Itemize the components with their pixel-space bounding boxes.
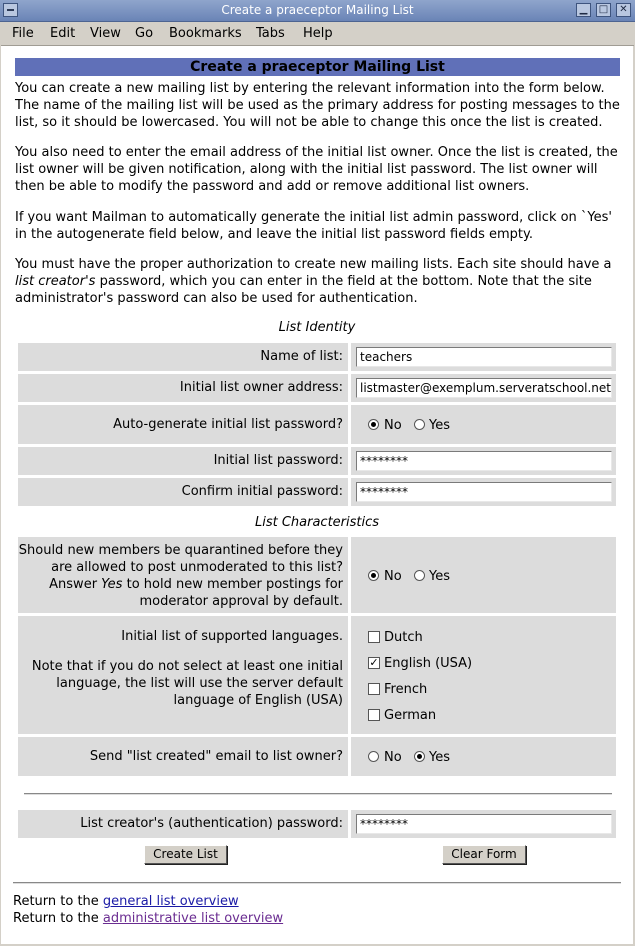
list-name-input[interactable]: teachers	[356, 347, 612, 367]
menu-go[interactable]: Go	[135, 26, 154, 41]
moderate-no-radio[interactable]	[368, 570, 379, 581]
notify-no-radio[interactable]	[368, 751, 379, 762]
page-content	[1, 46, 633, 944]
menu-help[interactable]: Help	[303, 26, 333, 41]
language-dutch-label: Dutch	[384, 630, 423, 645]
moderate-yes-radio[interactable]	[414, 570, 425, 581]
menu-edit[interactable]: Edit	[50, 26, 76, 41]
notify-yes-label: Yes	[429, 750, 450, 765]
p4-emphasis: list creator's	[15, 274, 96, 289]
language-german-checkbox[interactable]	[368, 709, 380, 721]
p4-text-b: password, which you can enter in the field at the bottom. Note that the site administrator's password can also be used for authentication.	[15, 274, 592, 306]
language-german-label: German	[384, 708, 437, 723]
menu-view[interactable]: View	[90, 26, 121, 41]
autogen-yes-label: Yes	[429, 418, 450, 433]
clear-form-button[interactable]: Clear Form	[442, 845, 526, 864]
p4-text-a: You must have the proper authorization to create new mailing lists. Each site should have a	[15, 257, 612, 272]
confirm-password-cell	[351, 478, 616, 506]
list-name-label: Name of list:	[18, 343, 348, 371]
owner-address-cell	[351, 374, 616, 402]
admin-list-overview-link[interactable]: administrative list overview	[102, 911, 284, 926]
language-english-checkbox[interactable]: ✓	[369, 656, 379, 669]
moderate-emphasis: Yes	[101, 577, 123, 592]
languages-label: Initial list of supported languages.	[121, 629, 343, 644]
moderate-text-b: to hold new member postings for moderator approval by default.	[122, 577, 343, 609]
languages-label-cell	[18, 616, 348, 734]
footer-admin-line	[13, 910, 619, 927]
autogen-label: Auto-generate initial list password?	[18, 405, 348, 444]
maximize-icon[interactable]: □	[596, 3, 611, 17]
moderate-label	[18, 537, 348, 613]
auth-password-label: List creator's (authentication) password:	[18, 810, 348, 838]
list-name-cell	[351, 343, 616, 371]
footer-general-line	[13, 893, 619, 910]
confirm-password-input[interactable]: ********	[356, 482, 612, 502]
languages-note: Note that if you do not select at least one initial language, the list will use the server default language of English (USA)	[31, 659, 343, 708]
notify-label: Send "list created" email to list owner?	[18, 737, 348, 776]
autogen-yes-radio[interactable]	[414, 419, 425, 430]
general-list-overview-link[interactable]: general list overview	[102, 894, 239, 909]
notify-yes-radio[interactable]	[414, 751, 425, 762]
footer-divider	[13, 882, 621, 884]
create-list-button[interactable]: Create List	[144, 845, 227, 864]
menu-bookmarks[interactable]: Bookmarks	[169, 26, 242, 41]
auth-password-input[interactable]: ********	[356, 814, 612, 834]
owner-address-label: Initial list owner address:	[18, 374, 348, 402]
autogen-no-radio[interactable]	[368, 419, 379, 430]
footer-prefix-2: Return to the	[13, 911, 103, 926]
intro-paragraph-3: If you want Mailman to automatically generate the initial list admin password, click on `Yes' in the autogenerate field below, and leave the initial list password fields empty.	[15, 210, 612, 242]
initial-password-input[interactable]: ********	[356, 451, 612, 471]
owner-address-input[interactable]: listmaster@exemplum.serveratschool.net	[356, 378, 612, 398]
moderate-yes-label: Yes	[429, 569, 450, 584]
form-divider	[24, 793, 612, 795]
notify-cell	[351, 737, 616, 776]
language-dutch-checkbox[interactable]	[368, 631, 380, 643]
confirm-password-label: Confirm initial password:	[18, 478, 348, 506]
moderate-cell	[351, 537, 616, 613]
section-list-identity: List Identity	[278, 320, 356, 335]
window-titlebar	[0, 0, 635, 22]
auth-password-cell	[351, 810, 616, 838]
menu-tabs[interactable]: Tabs	[256, 26, 285, 41]
languages-cell	[351, 616, 616, 734]
autogen-cell	[351, 405, 616, 444]
page-title: Create a praeceptor Mailing List	[15, 58, 620, 76]
language-english-label: English (USA)	[384, 656, 473, 671]
language-french-checkbox[interactable]	[368, 683, 380, 695]
notify-no-label: No	[384, 750, 402, 765]
moderate-text-a: Should new members be quarantined before they are allowed to post unmoderated to this list? Answer	[18, 543, 343, 592]
intro-paragraph-4	[15, 256, 621, 307]
minimize-icon[interactable]: ▁	[576, 3, 591, 17]
menu-bar	[1, 22, 634, 46]
close-icon[interactable]: ✕	[616, 3, 631, 17]
section-list-characteristics: List Characteristics	[254, 515, 380, 530]
initial-password-cell	[351, 447, 616, 475]
autogen-no-label: No	[384, 418, 402, 433]
intro-paragraph-2: You also need to enter the email address of the initial list owner. Once the list is created, the list owner will be given notification, along with the initial list password. The list owner will then be able to modify the password and add or remove additional list owners.	[15, 145, 618, 194]
footer-prefix-1: Return to the	[13, 894, 103, 909]
intro-paragraph-1: You can create a new mailing list by entering the relevant information into the form below. The name of the mailing list will be used as the primary address for posting messages to the list, so it should be lowercased. You will not be able to change this once the list is created.	[15, 81, 620, 130]
menu-file[interactable]: File	[12, 26, 34, 41]
window-title: Create a praeceptor Mailing List	[221, 3, 414, 17]
initial-password-label: Initial list password:	[18, 447, 348, 475]
moderate-no-label: No	[384, 569, 402, 584]
language-french-label: French	[384, 682, 428, 697]
